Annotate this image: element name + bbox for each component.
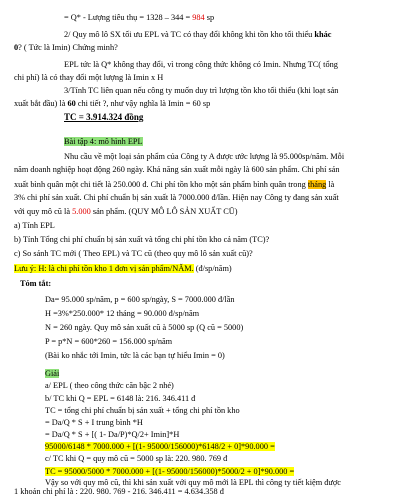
value-60: 60 (67, 99, 76, 108)
formula-tc: TC = tổng chi phí chuẩn bị sản xuất + tổng chi phí tồn kho (45, 406, 240, 415)
text: xuất bắt đầu) là (14, 99, 68, 108)
note-highlight: Lưu ý: H: là chi phí tồn kho 1 đơn vị sản phẩm/NĂM. (14, 264, 194, 273)
conclusion-line2: 1 khoản chi phí là : 220. 980. 769 - 216. 346.411 = 4.634.358 đ (14, 487, 224, 496)
calc-highlight: TC = 95000/5000 * 7000.000 + [(1- 95000/156000)*5000/2 + 0]*90.000 = (45, 467, 295, 476)
line-remaining-stock (64, 13, 214, 23)
solution-b: b/ TC khi Q = EPL = 6148 là: 216. 346.411 đ (45, 394, 196, 403)
heading-text: Bài tập 4: mô hình EPL (64, 137, 143, 146)
problem-line4: 3% chi phí sản xuất. Chi phí chuẩn bị sản xuất là 7000.000 đ/lần. Hiện nay Công ty đang sản xuất (14, 193, 339, 202)
solution-a: a/ EPL ( theo công thức căn bậc 2 nhé) (45, 381, 174, 390)
problem-line5 (14, 207, 238, 217)
summary-heading: Tóm tắt: (20, 279, 52, 288)
summary-line3: N = 260 ngày. Quy mô sản xuất cũ à 5000 sp (Q cũ = 5000) (45, 323, 244, 332)
question-3-line2 (14, 99, 210, 109)
tc-result: TC = 3.914.324 đồng (64, 112, 144, 122)
solution-c: c/ TC khi Q = quy mô cũ = 5000 sp là: 220. 980. 769 đ (45, 454, 228, 463)
text: = Q* - Lượng tiêu thụ = 1328 – 344 = (64, 13, 193, 22)
text: ? ( Tức là Imin) Chứng minh? (18, 43, 118, 52)
summary-line5: (Bài ko nhắc tới Imin, tức là các bạn tự hiểu Imin = 0) (45, 351, 225, 360)
word-thang: tháng (307, 180, 327, 189)
problem-line3 (14, 180, 334, 190)
text: với quy mô cũ là (14, 207, 73, 216)
summary-line2: H =3%*250.000* 12 tháng = 90.000 đ/sp/năm (45, 309, 200, 318)
note-line (14, 264, 232, 274)
solution-heading (45, 369, 59, 379)
question-2-line1 (64, 30, 331, 40)
heading-text: Giải (45, 369, 60, 378)
problem-line1: Nhu cầu về một loại sản phẩm của Công ty A được ước lượng là 95.000sp/năm. Mỗi (64, 152, 345, 161)
answer-2-line1: EPL tức là Q* không thay đổi, vì trong công thức không có Imin. Nhưng TC( tổng (64, 60, 338, 69)
answer-2-line2: chi phí) là có thay đổi một lượng là Imin x H (14, 73, 164, 82)
problem-line2: năm doanh nghiệp hoạt động 260 ngày. Khả năng sản xuất mỗi ngày là 600 sản phẩm. Chi phí sản (14, 165, 340, 174)
value-5000: 5.000 (72, 207, 91, 216)
exercise-4-heading (64, 137, 143, 147)
text: (đ/sp/năm) (193, 264, 232, 273)
summary-line4: P = p*N = 600*260 = 156.000 sp/năm (45, 337, 173, 346)
text: là (326, 180, 335, 189)
task-b: b) Tính Tổng chi phí chuẩn bị sản xuất và tổng chi phí tồn kho cả năm (TC)? (14, 235, 270, 244)
text: 2/ Quy mô lô SX tối ưu EPL và TC có thay đổi không khi tồn kho tối thiểu (64, 30, 315, 39)
calc-old (45, 467, 294, 477)
conclusion-line1: Vậy so với quy mô cũ, thì khi sản xuất với quy mô mới là EPL thì công ty tiết kiệm được (45, 478, 341, 487)
text-zero: 0 (14, 43, 19, 52)
text: xuất bình quân một chi tiết là 250.000 đ. Chi phí tồn kho một sản phẩm bình quân trong (14, 180, 308, 189)
text: sản phẩm. (QUY MÔ LÔ SẢN XUẤT CŨ) (90, 207, 238, 216)
question-3-line1: 3/Tính TC liên quan nếu công ty muốn duy trì lượng tồn kho tối thiểu (khi loạt sản (64, 86, 339, 95)
text: chi tiết ?, như vậy nghĩa là Imin = 60 sp (75, 99, 211, 108)
calc-epl (45, 442, 275, 452)
task-c: c) So sánh TC mới ( Theo EPL) và TC cũ (theo quy mô lô sản xuất cũ)? (14, 249, 253, 258)
summary-line1: Da= 95.000 sp/năm, p = 600 sp/ngày, S = 7000.000 đ/lần (45, 295, 235, 304)
text: sp (204, 13, 215, 22)
formula-line2: = Da/Q * S + [( 1- Da/P)*Q/2+ Imin]*H (45, 430, 180, 439)
question-2-line2 (14, 43, 118, 53)
value-984: 984 (192, 13, 205, 22)
task-a: a) Tính EPL (14, 221, 55, 230)
formula-line1: = Da/Q * S + I trung bình *H (45, 418, 143, 427)
text-khac: khác (314, 30, 332, 39)
calc-highlight: 95000/6148 * 7000.000 + [(1- 95000/156000)*6148/2 + 0]*90.000 = (45, 442, 275, 451)
